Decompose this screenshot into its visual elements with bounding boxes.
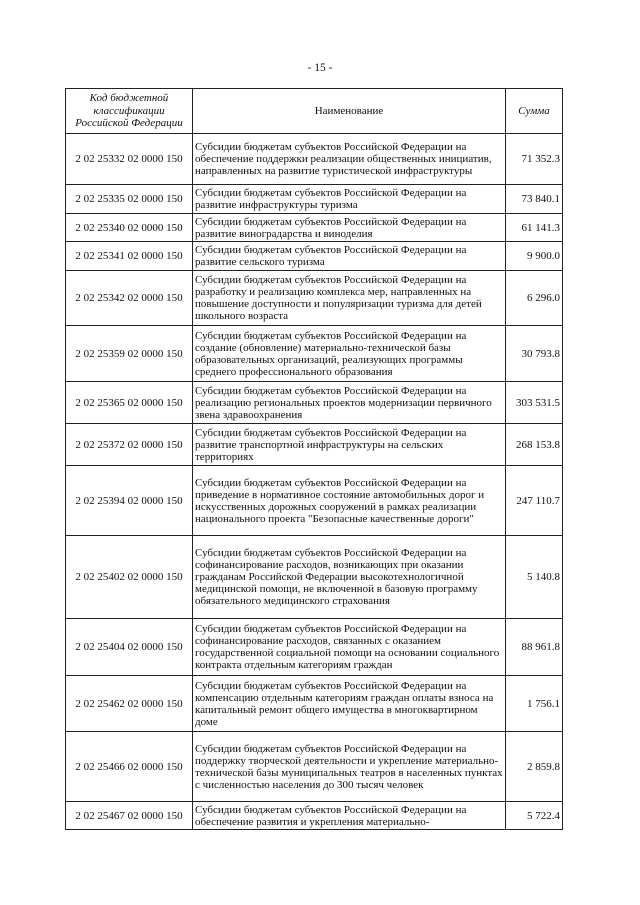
row-name: Субсидии бюджетам субъектов Российской Федерации на обеспечение поддержки реализации общественных инициатив, направленных на развитие туристической инфраструктуры	[193, 134, 506, 185]
row-code: 2 02 25466 02 0000 150	[66, 732, 193, 802]
row-sum: 2 859.8	[506, 732, 563, 802]
row-code: 2 02 25332 02 0000 150	[66, 134, 193, 185]
table-row	[66, 802, 563, 830]
row-code: 2 02 25335 02 0000 150	[66, 185, 193, 214]
table-header-row	[66, 89, 563, 134]
budget-table	[65, 88, 563, 830]
table-row	[66, 242, 563, 271]
header-name: Наименование	[193, 89, 506, 134]
row-sum: 5 722.4	[506, 802, 563, 830]
row-name: Субсидии бюджетам субъектов Российской Федерации на обеспечение развития и укрепления материально-	[193, 802, 506, 830]
table-row	[66, 619, 563, 676]
row-name: Субсидии бюджетам субъектов Российской Федерации на софинансирование расходов, возникающих при оказании гражданам Российской Федерации высокотехнологичной медицинской помощи, не включенной в базовую программу обязательного медицинского страхования	[193, 536, 506, 619]
table-row	[66, 134, 563, 185]
table-row	[66, 326, 563, 382]
row-code: 2 02 25359 02 0000 150	[66, 326, 193, 382]
header-sum: Сумма	[506, 89, 563, 134]
row-name: Субсидии бюджетам субъектов Российской Федерации на компенсацию отдельным категориям граждан оплаты взноса на капитальный ремонт общего имущества в многоквартирном доме	[193, 676, 506, 732]
row-sum: 30 793.8	[506, 326, 563, 382]
row-code: 2 02 25340 02 0000 150	[66, 214, 193, 242]
row-code: 2 02 25462 02 0000 150	[66, 676, 193, 732]
table-row	[66, 732, 563, 802]
row-sum: 303 531.5	[506, 382, 563, 424]
row-name: Субсидии бюджетам субъектов Российской Федерации на развитие виноградарства и виноделия	[193, 214, 506, 242]
row-name: Субсидии бюджетам субъектов Российской Федерации на реализацию региональных проектов модернизации первичного звена здравоохранения	[193, 382, 506, 424]
row-code: 2 02 25341 02 0000 150	[66, 242, 193, 271]
row-name: Субсидии бюджетам субъектов Российской Федерации на софинансирование расходов, связанных с оказанием государственной социальной помощи на основании социального контракта отдельным категориям граждан	[193, 619, 506, 676]
row-code: 2 02 25467 02 0000 150	[66, 802, 193, 830]
row-sum: 6 296.0	[506, 271, 563, 326]
table-row	[66, 214, 563, 242]
row-sum: 5 140.8	[506, 536, 563, 619]
row-code: 2 02 25365 02 0000 150	[66, 382, 193, 424]
row-code: 2 02 25404 02 0000 150	[66, 619, 193, 676]
row-code: 2 02 25372 02 0000 150	[66, 424, 193, 466]
row-sum: 268 153.8	[506, 424, 563, 466]
table-row	[66, 382, 563, 424]
row-sum: 1 756.1	[506, 676, 563, 732]
table-row	[66, 676, 563, 732]
row-sum: 9 900.0	[506, 242, 563, 271]
table-row	[66, 271, 563, 326]
row-sum: 247 110.7	[506, 466, 563, 536]
row-sum: 88 961.8	[506, 619, 563, 676]
page-number: - 15 -	[307, 62, 333, 74]
table-row	[66, 185, 563, 214]
table-row	[66, 466, 563, 536]
row-name: Субсидии бюджетам субъектов Российской Федерации на приведение в нормативное состояние автомобильных дорог и искусственных дорожных сооружений в рамках реализации национального проекта "Безопасные качественные дороги"	[193, 466, 506, 536]
row-name: Субсидии бюджетам субъектов Российской Федерации на поддержку творческой деятельности и укрепление материально-технической базы муниципальных театров в населенных пунктах с численностью населения до 300 тысяч человек	[193, 732, 506, 802]
row-sum: 71 352.3	[506, 134, 563, 185]
row-sum: 73 840.1	[506, 185, 563, 214]
row-name: Субсидии бюджетам субъектов Российской Федерации на создание (обновление) материально-технической базы образовательных организаций, реализующих программы среднего профессионального образования	[193, 326, 506, 382]
row-name: Субсидии бюджетам субъектов Российской Федерации на развитие сельского туризма	[193, 242, 506, 271]
row-name: Субсидии бюджетам субъектов Российской Федерации на развитие инфраструктуры туризма	[193, 185, 506, 214]
row-name: Субсидии бюджетам субъектов Российской Федерации на разработку и реализацию комплекса мер, направленных на повышение доступности и популяризации туризма для детей школьного возраста	[193, 271, 506, 326]
table-row	[66, 424, 563, 466]
header-code: Код бюджетной классификации Российской Федерации	[66, 89, 193, 134]
row-code: 2 02 25342 02 0000 150	[66, 271, 193, 326]
row-code: 2 02 25402 02 0000 150	[66, 536, 193, 619]
row-code: 2 02 25394 02 0000 150	[66, 466, 193, 536]
table-row	[66, 536, 563, 619]
row-name: Субсидии бюджетам субъектов Российской Федерации на развитие транспортной инфраструктуры на сельских территориях	[193, 424, 506, 466]
row-sum: 61 141.3	[506, 214, 563, 242]
